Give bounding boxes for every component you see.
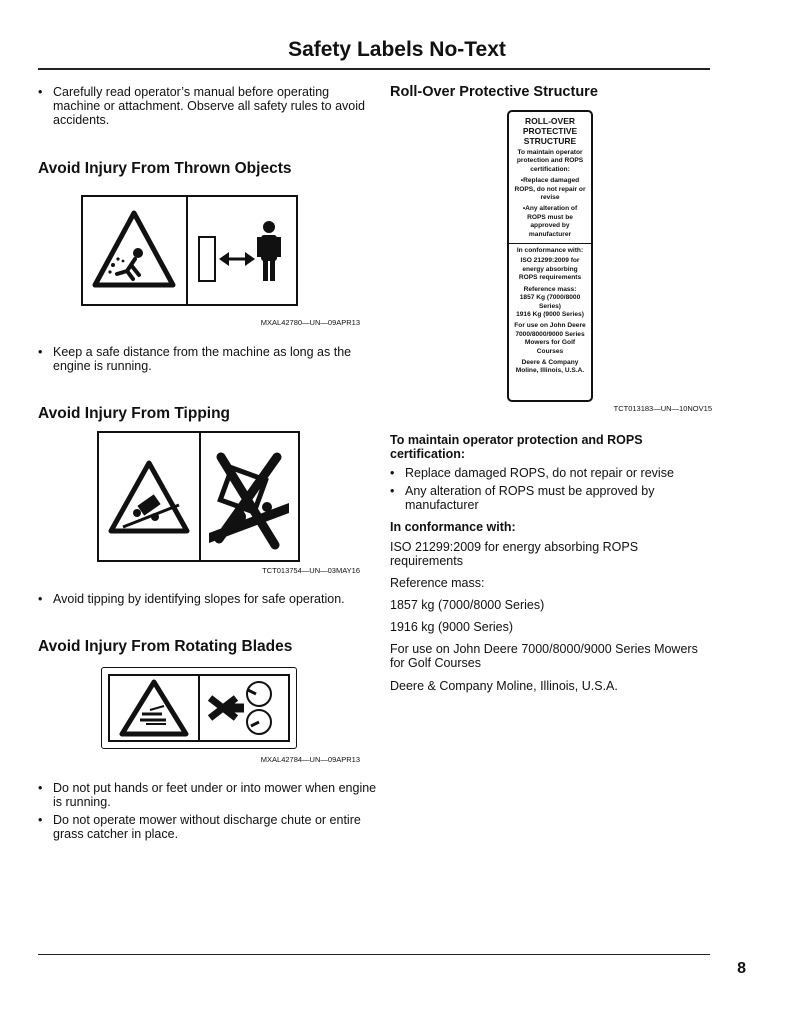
page-title: Safety Labels No-Text <box>288 38 506 61</box>
rops-label-iso: ISO 21299:2009 for energy absorbing ROPS requirements <box>518 257 582 282</box>
rops-iso-text: ISO 21299:2009 for energy absorbing ROPS requirements <box>390 540 639 568</box>
rops-label-company: Deere & Company Moline, Illinois, U.S.A. <box>515 358 585 375</box>
rops-label-maintain: To maintain operator protection and ROPS certification: <box>516 149 584 173</box>
rops-label-title-3: STRUCTURE <box>523 136 577 146</box>
rops-label-title-2: PROTECTIVE <box>522 126 578 136</box>
rops-label-divider <box>509 243 591 244</box>
thrown-objects-bullet: • Keep a safe distance from the machine as long as the engine is running. <box>38 345 378 373</box>
rotating-blades-caption: MXAL42784—UN—09APR13 <box>260 755 360 764</box>
thrown-objects-heading: Avoid Injury From Thrown Objects <box>38 160 292 177</box>
rops-label-title-1: ROLL-OVER <box>524 116 576 126</box>
rops-conformance-heading: In conformance with: <box>390 520 516 534</box>
rops-label-ref-mass: Reference mass: <box>523 285 577 293</box>
rotating-blades-inner-frame <box>108 674 290 742</box>
rops-label-for-use: For use on John Deere 7000/8000/9000 Series Mowers for Golf Courses <box>514 322 586 355</box>
top-rule <box>38 68 710 70</box>
rops-caption: TCT013183—UN—10NOV15 <box>613 404 712 413</box>
rops-company: Deere & Company Moline, Illinois, U.S.A. <box>390 679 618 693</box>
thrown-objects-caption: MXAL42780—UN—09APR13 <box>260 318 360 327</box>
thrown-objects-pictogram <box>83 197 296 304</box>
rops-label-mass-1: 1857 Kg (7000/8000 Series) <box>519 294 581 310</box>
rops-maintain-heading: To maintain operator protection and ROPS certification: <box>390 433 643 461</box>
rops-label-item-2: •Any alteration of ROPS must be approved by manufacturer <box>522 205 578 238</box>
rops-mass-1: 1857 kg (7000/8000 Series) <box>390 598 545 612</box>
tipping-heading: Avoid Injury From Tipping <box>38 405 231 422</box>
rops-label-mass-2: 1916 Kg (9000 Series) <box>516 310 584 318</box>
tipping-pictogram <box>99 433 298 560</box>
rops-label <box>507 110 593 402</box>
rotating-blades-heading: Avoid Injury From Rotating Blades <box>38 638 293 655</box>
page-number: 8 <box>737 960 746 977</box>
tipping-caption: TCT013754—UN—03MAY16 <box>262 566 360 575</box>
rops-label-conformance: In conformance with: <box>516 247 584 255</box>
rops-for-use: For use on John Deere 7000/8000/9000 Series Mowers for Golf Courses <box>390 642 698 670</box>
tipping-label <box>97 431 300 562</box>
rops-bullet-2: • Any alteration of ROPS must be approved by manufacturer <box>390 484 705 512</box>
rops-reference-mass: Reference mass: <box>390 576 485 590</box>
intro-bullet: • Carefully read operator’s manual before operating machine or attachment. Observe all safety rules to avoid accidents. <box>38 85 373 127</box>
rotating-blades-bullet-1: • Do not put hands or feet under or into mower when engine is running. <box>38 781 378 809</box>
tipping-bullet: • Avoid tipping by identifying slopes for safe operation. <box>38 592 378 606</box>
thrown-objects-label <box>81 195 298 306</box>
rops-label-item-1: •Replace damaged ROPS, do not repair or revise <box>514 177 586 202</box>
rops-heading: Roll-Over Protective Structure <box>390 84 598 100</box>
rotating-blades-label <box>101 667 297 749</box>
rotating-blades-pictogram <box>110 676 288 740</box>
rops-bullet-1: • Replace damaged ROPS, do not repair or revise <box>390 466 725 480</box>
bottom-rule <box>38 954 710 955</box>
rops-mass-2: 1916 kg (9000 Series) <box>390 620 513 634</box>
rotating-blades-bullet-2: • Do not operate mower without discharge chute or entire grass catcher in place. <box>38 813 378 841</box>
